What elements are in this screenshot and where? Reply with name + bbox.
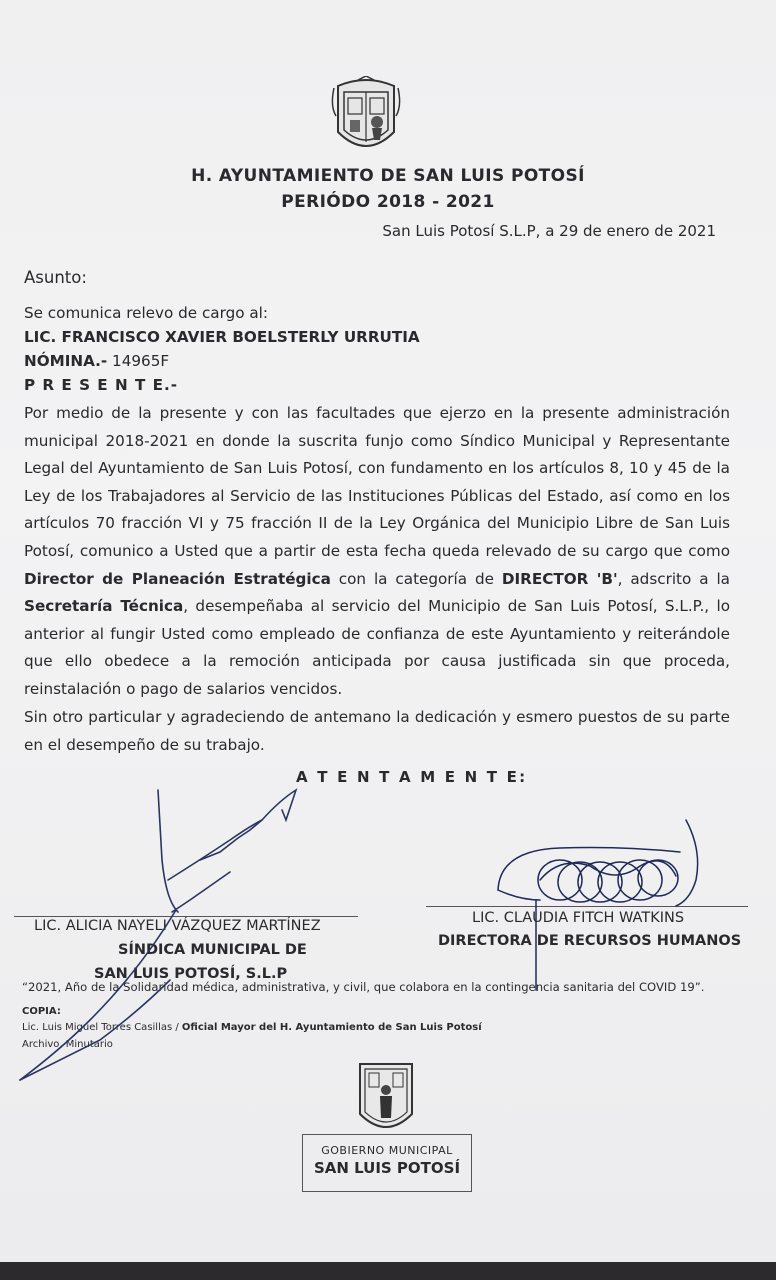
subject-line: Se comunica relevo de cargo al: (24, 304, 268, 322)
nomina-line (24, 352, 169, 370)
closing-atentamente: A T E N T A M E N T E: (296, 768, 528, 786)
left-signatory-name: LIC. ALICIA NAYELI VÁZQUEZ MARTÍNEZ (34, 918, 321, 934)
table-edge (0, 1262, 776, 1280)
copia-recipient-title: Oficial Mayor del H. Ayuntamiento de San Luis Potosí (181, 1022, 482, 1033)
nomina-value: 14965F (107, 352, 170, 370)
header-title: H. AYUNTAMIENTO DE SAN LUIS POTOSÍ (191, 166, 585, 186)
stamp-line-1: GOBIERNO MUNICIPAL (321, 1144, 453, 1157)
right-signatory-name: LIC. CLAUDIA FITCH WATKINS (472, 910, 685, 926)
body-text-segment: Por medio de la presente y con las facultades que ejerzo en la presente administración municipal 2018-2021 en donde la suscrita funjo como Síndico Municipal y Representante Legal del Ayuntamiento de San Luis Potosí, con fundamento en los artículos 8, 10 y 45 de la Ley de los Trabajadores al Servicio de las Instituciones Públicas del Estado, así como en los artículos 70 fracción VI y 75 fracción II de la Ley Orgánica del Municipio Libre de San Luis Potosí, comunico a Usted que a partir de esta fecha queda relevado de su cargo que como (24, 404, 730, 560)
signature-line-right (426, 906, 748, 907)
subject-label: Asunto: (24, 268, 87, 287)
body-paragraph-1 (24, 400, 730, 704)
copia-label: COPIA: (22, 1006, 61, 1017)
municipal-crest-icon (330, 76, 402, 160)
body-text-segment: , adscrito a la (617, 569, 730, 588)
left-signatory-title: SÍNDICA MUNICIPAL DE (118, 942, 307, 958)
body-text-segment: , desempeñaba al servicio del Municipio de San Luis Potosí, S.L.P., lo anterior al fungir Usted como empleado de confianza de este Ayuntamiento y reiterándole que ello obedece a la remoción anticipada por causa justificada sin que proceda, reinstalación o pago de salarios vencidos. (24, 597, 730, 698)
archivo-line: Archivo, Minutario (22, 1039, 113, 1050)
copia-line (22, 1022, 482, 1033)
stamp-line-2: SAN LUIS POTOSÍ (313, 1159, 461, 1177)
body-paragraph-2: Sin otro particular y agradeciendo de antemano la dedicación y esmero puestos de su parte en el desempeño de su trabajo. (24, 708, 730, 754)
left-signatory-title-2: SAN LUIS POTOSÍ, S.L.P (94, 966, 288, 982)
right-signatory-title: DIRECTORA DE RECURSOS HUMANOS (438, 933, 742, 949)
gobierno-municipal-stamp (302, 1134, 472, 1192)
body-text-segment: con la categoría de (330, 569, 502, 588)
presente-line: P R E S E N T E.- (24, 376, 179, 394)
position-title: Director de Planeación Estratégica (24, 569, 331, 588)
footer-quote: “2021, Año de la Solidaridad médica, administrativa, y civil, que colabora en la contingencia sanitaria del COVID 19”. (22, 980, 705, 994)
nomina-label: NÓMINA.- (24, 352, 108, 370)
signature-line-left (14, 916, 358, 917)
copia-recipient: Lic. Luis Miguel Torres Casillas / (22, 1022, 182, 1033)
municipal-stamp-crest-icon (356, 1060, 416, 1140)
department-name: Secretaría Técnica (24, 597, 184, 616)
header-period: PERIÓDO 2018 - 2021 (281, 192, 495, 212)
recipient-name: LIC. FRANCISCO XAVIER BOELSTERLY URRUTIA (24, 328, 420, 346)
category-label: DIRECTOR 'B' (501, 569, 618, 588)
document-date: San Luis Potosí S.L.P, a 29 de enero de 2021 (382, 222, 716, 240)
